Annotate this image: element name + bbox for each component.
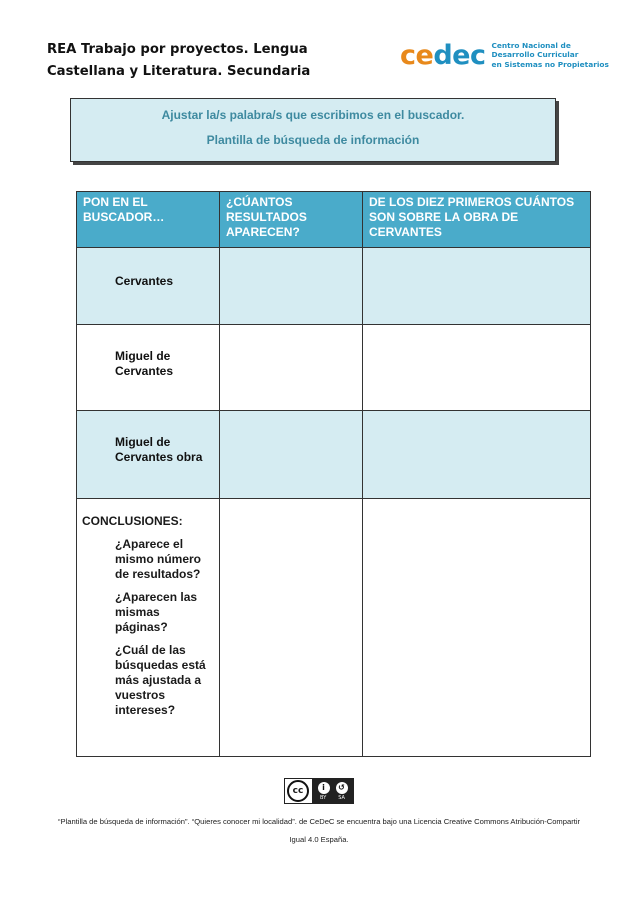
- row-label: Miguel de Cervantes: [77, 325, 220, 411]
- relevant-cell[interactable]: [363, 325, 591, 411]
- title-box: [70, 98, 556, 162]
- license-footer: [30, 813, 608, 849]
- conclusion-question: ¿Cuál de las búsquedas está más ajustada a vuestros intereses?: [115, 643, 206, 717]
- table-row: [77, 248, 591, 325]
- conclusions-row: [77, 499, 591, 757]
- creative-commons-badge: [284, 778, 354, 804]
- cedec-logo: [400, 38, 609, 72]
- attribution-icon: i: [318, 782, 330, 794]
- search-template-table: [76, 191, 591, 757]
- conclusion-question: ¿Aparece el mismo número de resultados?: [115, 537, 202, 581]
- conclusions-answer-cell[interactable]: [220, 499, 363, 757]
- title-line-1: Ajustar la/s palabra/s que escribimos en el buscador.: [161, 108, 465, 122]
- conclusions-answer-cell-2[interactable]: [363, 499, 591, 757]
- table-row: [77, 325, 591, 411]
- logo-line-3: en Sistemas no Propietarios: [491, 59, 609, 69]
- logo-subtitle: [491, 41, 608, 70]
- header-line-1: REA Trabajo por proyectos. Lengua: [47, 42, 308, 57]
- row-label: Cervantes: [77, 248, 220, 325]
- header-results-count: ¿CÚANTOS RESULTADOS APARECEN?: [220, 192, 363, 248]
- logo-wordmark: [400, 39, 486, 71]
- footer-line-1: “Plantilla de búsqueda de información”. “Quieres conocer mi localidad”. de CeDeC se encuentra bajo una Licencia Creative Commons Atribución-Compartir: [57, 817, 581, 826]
- conclusions-title: CONCLUSIONES:: [82, 514, 183, 528]
- cc-sa-label: SA: [338, 794, 345, 801]
- logo-word-ce: ce: [400, 39, 434, 71]
- header-search-term: PON EN EL BUSCADOR…: [77, 192, 220, 248]
- header-relevant-count: DE LOS DIEZ PRIMEROS CUÁNTOS SON SOBRE LA OBRA DE CERVANTES: [363, 192, 591, 248]
- relevant-cell[interactable]: [363, 411, 591, 499]
- share-alike-icon: ↺: [336, 782, 348, 794]
- relevant-cell[interactable]: [363, 248, 591, 325]
- logo-line-2: Desarrollo Curricular: [491, 50, 579, 60]
- document-header: [47, 39, 317, 83]
- logo-word-dec: dec: [433, 39, 486, 71]
- results-cell[interactable]: [220, 325, 363, 411]
- results-cell[interactable]: [220, 411, 363, 499]
- footer-line-2: Igual 4.0 España.: [289, 835, 349, 844]
- cc-by-label: BY: [320, 794, 327, 801]
- row-label: Miguel de Cervantes obra: [77, 411, 220, 499]
- cc-icon: cc: [287, 780, 309, 802]
- cc-conditions: [312, 779, 353, 803]
- conclusions-cell: [77, 499, 220, 757]
- logo-line-1: Centro Nacional de: [491, 40, 571, 50]
- results-cell[interactable]: [220, 248, 363, 325]
- title-line-2: Plantilla de búsqueda de información: [206, 133, 420, 147]
- header-line-2: Castellana y Literatura. Secundaria: [47, 64, 311, 79]
- table-row: [77, 411, 591, 499]
- conclusion-question: ¿Aparecen las mismas páginas?: [115, 590, 198, 634]
- table-header-row: [77, 192, 591, 248]
